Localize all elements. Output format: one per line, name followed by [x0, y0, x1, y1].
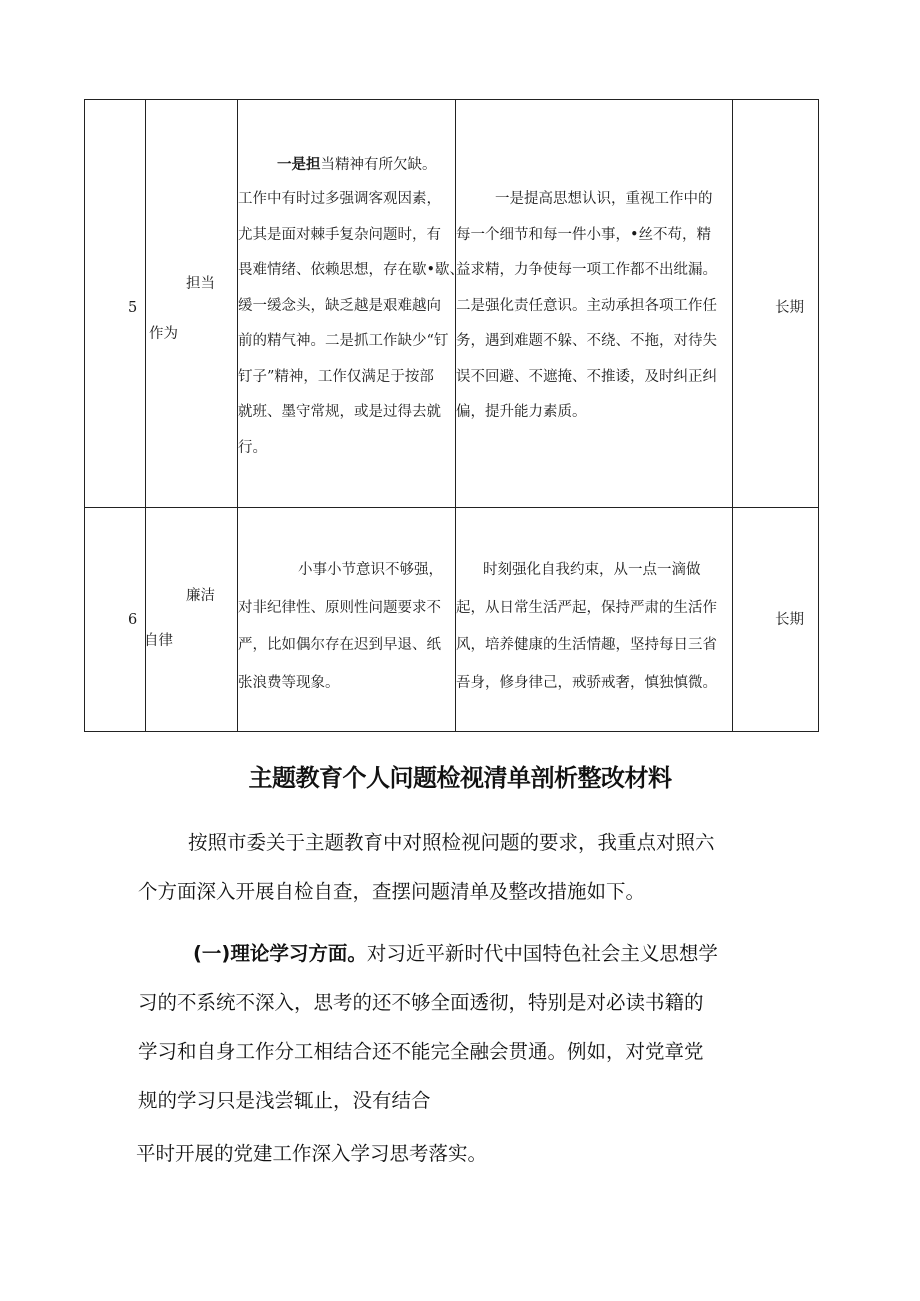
- intro-paragraph: [138, 818, 715, 916]
- problem-line: 尤其是面对棘手复杂问题时，有: [238, 226, 441, 243]
- measure-line: 时刻强化自我约束，从一点一滴做: [483, 562, 701, 578]
- paragraph-line: 规的学习只是浅尝辄止，没有结合: [138, 1089, 431, 1112]
- section-heading: (一)理论学习方面。: [193, 942, 367, 965]
- measure-line: 务，遇到难题不躲、不绕、不拖，对待失: [456, 333, 717, 349]
- problem-first-line: [277, 155, 437, 175]
- document-title: 主题教育个人问题检视清单剖析整改材料: [248, 764, 672, 792]
- paragraph-line: 按照市委关于主题教育中对照检视问题的要求，我重点对照六: [188, 831, 715, 854]
- measure-line: 误不回避、不遮掩、不推诿，及时纠正纠: [456, 368, 717, 385]
- category-line: 作为: [149, 326, 178, 342]
- table-divider: [732, 100, 733, 731]
- problem-lead: 一是担: [277, 157, 321, 173]
- measure-line: 起，从日常生活严起，保持严肃的生活作: [456, 599, 717, 616]
- problem-line: 张浪费等现象。: [238, 674, 340, 691]
- measure-line: 二是强化责任意识。主动承担各项工作任: [456, 297, 717, 314]
- measure-line: 偏，提升能力素质。: [456, 404, 587, 420]
- measure-line: 风，培养健康的生活情趣，坚持每日三省: [456, 637, 717, 654]
- paragraph-line: 习的不系统不深入，思考的还不够全面透彻，特别是对必读书籍的: [138, 991, 704, 1014]
- rectification-table: [84, 99, 819, 732]
- problem-line: 工作中有时过多强调客观因素，: [238, 191, 441, 207]
- problem-line: 小事小节意识不够强，: [298, 562, 443, 578]
- row-number: 5: [128, 300, 138, 316]
- table-row-divider: [85, 507, 818, 508]
- paragraph-line: [138, 929, 718, 978]
- row-number: 6: [128, 612, 138, 628]
- section-paragraph: [138, 929, 718, 1174]
- measure-description: [456, 182, 717, 431]
- problem-line: 钉子”精神，工作仅满足于按部: [238, 368, 434, 385]
- category-line: 担当: [186, 276, 215, 292]
- section-first-line-rest: 对习近平新时代中国特色社会主义思想学: [366, 942, 718, 965]
- problem-description: [238, 182, 464, 466]
- problem-line: 畏难情绪、依赖思想，存在歇•歇、: [238, 262, 465, 278]
- paragraph-line: 学习和自身工作分工相结合还不能完全融会贯通。例如，对党章党: [138, 1040, 704, 1063]
- paragraph-line: 平时开展的党建工作深入学习思考落实。: [136, 1142, 488, 1165]
- problem-description: [238, 552, 443, 702]
- problem-line: 行。: [238, 439, 267, 456]
- problem-line: 严，比如偶尔存在迟到早退、纸: [238, 637, 441, 654]
- deadline: 长期: [775, 300, 804, 316]
- problem-line: 对非纪律性、原则性问题要求不: [238, 599, 441, 616]
- measure-line: 每一个细节和每一件小事，•丝不苟，精: [456, 226, 712, 243]
- problem-first-rest: 当精神有所欠缺。: [320, 157, 437, 173]
- measure-description: [456, 552, 717, 702]
- problem-line: 就班、墨守常规，或是过得去就: [238, 404, 441, 420]
- measure-line: 一是提高思想认识，重视工作中的: [495, 191, 713, 207]
- category-line: 自律: [144, 633, 173, 649]
- problem-line: 前的精气神。二是抓工作缺少“钉: [238, 333, 449, 349]
- problem-line: 缓一缓念头，缺乏越是艰难越向: [238, 297, 441, 314]
- paragraph-line: 个方面深入开展自检自查，查摆问题清单及整改措施如下。: [138, 880, 646, 903]
- measure-line: 益求精，力争使每一项工作都不出纰漏。: [456, 262, 717, 278]
- category-line: 廉洁: [186, 588, 215, 604]
- measure-line: 吾身，修身律己，戒骄戒奢，慎独慎微。: [456, 674, 717, 691]
- deadline: 长期: [775, 612, 804, 628]
